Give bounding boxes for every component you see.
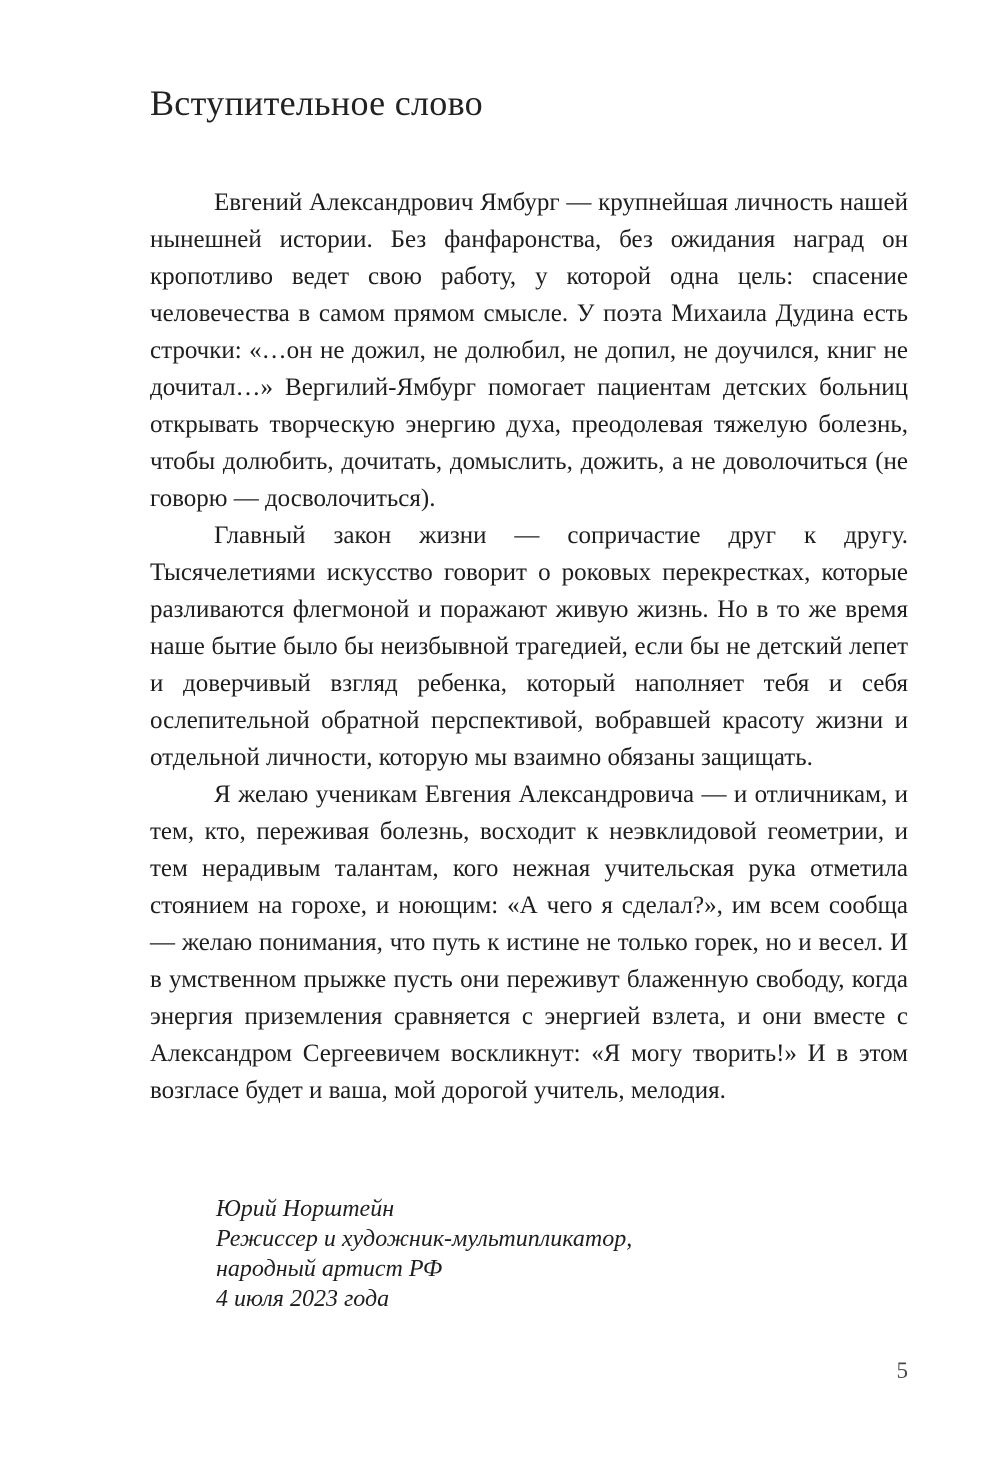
page-number: 5: [896, 1358, 908, 1383]
signature-name: Юрий Норштейн: [216, 1196, 395, 1222]
paragraph: Евгений Александрович Ямбург — крупнейшая личность нашей нынешней истории. Без фанфаронства, без ожидания наград он кропотливо ведет свою работу, у которой одна цель: спасение человечества в самом прямом смысле. У поэта Михаила Дудина есть строчки: «…он не дожил, не долюбил, не допил, не доучился, книг не дочитал…» Вергилий-Ямбург помогает пациентам детских больниц открывать творческую энергию духа, преодолевая тяжелую болезнь, чтобы долюбить, дочитать, домыслить, дожить, а не доволочиться (не говорю — досволочиться).: [150, 189, 908, 512]
page-title: Вступительное слово: [150, 83, 483, 123]
paragraph: Главный закон жизни — сопричастие друг к другу. Тысячелетиями искусство говорит о роковых перекрестках, которые разливаются флегмоной и поражают живую жизнь. Но в то же время наше бытие было бы неизбывной трагедией, если бы не детский лепет и доверчивый взгляд ребенка, который наполняет тебя и себя ослепительной обратной перспективой, вобравшей красоту жизни и отдельной личности, которую мы взаимно обязаны защищать.: [150, 522, 908, 771]
signature-date: 4 июля 2023 года: [216, 1286, 390, 1312]
body-text: [150, 184, 908, 1109]
signature-title: народный артист РФ: [216, 1256, 443, 1282]
signature-role: Режиссер и художник-мультипликатор,: [216, 1226, 633, 1252]
paragraph: Я желаю ученикам Евгения Александровича — и отличникам, и тем, кто, переживая болезнь, восходит к неэвклидовой геометрии, и тем нерадивым талантам, кого нежная учительская рука отметила стоянием на горохе, и ноющим: «А чего я сделал?», им всем сообща — желаю понимания, что путь к истине не только горек, но и весел. И в умственном прыжке пусть они переживут блаженную свободу, когда энергия приземления сравняется с энергией взлета, и они вместе с Александром Сергеевичем воскликнут: «Я могу творить!» И в этом возгласе будет и ваша, мой дорогой учитель, мелодия.: [150, 781, 908, 1104]
signature-block: [216, 1194, 632, 1314]
